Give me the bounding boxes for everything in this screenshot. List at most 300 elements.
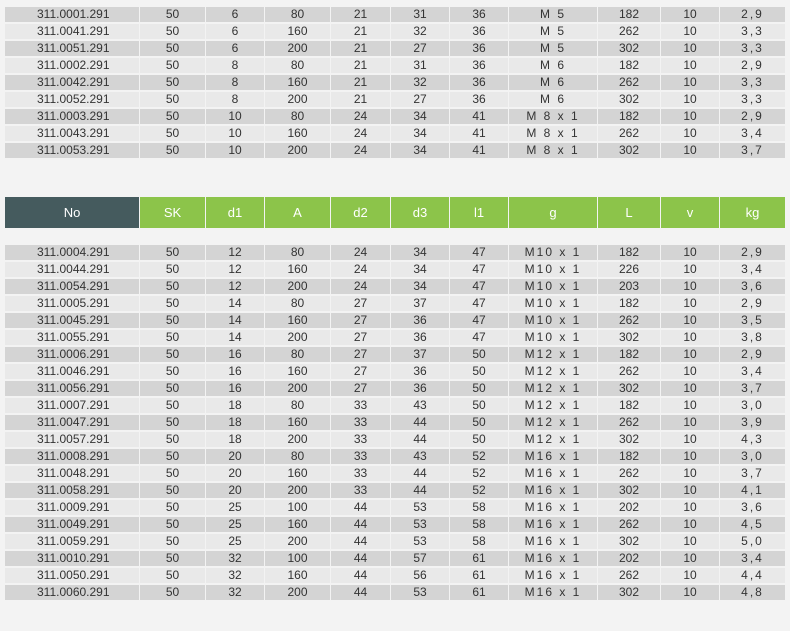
table-cell: 10 xyxy=(661,483,719,498)
table-cell: 50 xyxy=(140,313,205,328)
top-data-table xyxy=(0,7,790,160)
table-cell: 3,4 xyxy=(720,126,785,141)
table-cell: 41 xyxy=(450,109,508,124)
table-cell: 10 xyxy=(661,415,719,430)
table-cell: 33 xyxy=(331,398,390,413)
table-cell: 311.0004.291 xyxy=(5,245,139,260)
table-cell: 200 xyxy=(265,143,330,158)
table-row xyxy=(0,466,790,481)
table-cell: 8 xyxy=(206,75,264,90)
table-cell: 61 xyxy=(450,568,508,583)
table-cell: 160 xyxy=(265,262,330,277)
table-row xyxy=(0,7,790,22)
table-cell: 58 xyxy=(450,500,508,515)
table-cell: 50 xyxy=(450,415,508,430)
table-cell: 27 xyxy=(391,41,449,56)
table-cell: 311.0010.291 xyxy=(5,551,139,566)
table-row xyxy=(0,398,790,413)
table-cell: 160 xyxy=(265,126,330,141)
table-cell: 6 xyxy=(206,41,264,56)
table-cell: 311.0006.291 xyxy=(5,347,139,362)
table-cell: 5,0 xyxy=(720,534,785,549)
table-cell: 3,7 xyxy=(720,381,785,396)
table-cell: 47 xyxy=(450,262,508,277)
table-cell: 32 xyxy=(391,75,449,90)
table-cell: 202 xyxy=(598,500,660,515)
table-row xyxy=(0,347,790,362)
table-cell: 4,5 xyxy=(720,517,785,532)
table-cell: 182 xyxy=(598,296,660,311)
table-cell: 52 xyxy=(450,449,508,464)
table-row xyxy=(0,24,790,39)
table-cell: 27 xyxy=(331,347,390,362)
table-cell: M12 x 1 xyxy=(509,347,597,362)
table-cell: 302 xyxy=(598,92,660,107)
table-cell: 160 xyxy=(265,415,330,430)
table-cell: M 5 xyxy=(509,24,597,39)
table-cell: 160 xyxy=(265,75,330,90)
table-cell: 41 xyxy=(450,143,508,158)
table-cell: 21 xyxy=(331,24,390,39)
table-cell: 10 xyxy=(661,500,719,515)
table-cell: M 6 xyxy=(509,75,597,90)
table-cell: M10 x 1 xyxy=(509,245,597,260)
table-cell: 21 xyxy=(331,41,390,56)
table-cell: 24 xyxy=(331,126,390,141)
table-cell: 44 xyxy=(391,483,449,498)
table-cell: 311.0001.291 xyxy=(5,7,139,22)
table-cell: 50 xyxy=(140,279,205,294)
table-cell: M16 x 1 xyxy=(509,568,597,583)
table-cell: M16 x 1 xyxy=(509,534,597,549)
table-cell: 44 xyxy=(391,466,449,481)
table-cell: 311.0008.291 xyxy=(5,449,139,464)
table-cell: 311.0049.291 xyxy=(5,517,139,532)
table-cell: M12 x 1 xyxy=(509,381,597,396)
table-cell: 3,8 xyxy=(720,330,785,345)
table-header xyxy=(0,197,790,228)
table-cell: 10 xyxy=(661,41,719,56)
table-cell: 50 xyxy=(450,364,508,379)
table-cell: 27 xyxy=(331,330,390,345)
table-cell: M 8 x 1 xyxy=(509,126,597,141)
table-cell: 311.0059.291 xyxy=(5,534,139,549)
table-cell: 14 xyxy=(206,330,264,345)
table-cell: 44 xyxy=(331,517,390,532)
table-cell: 10 xyxy=(661,551,719,566)
table-cell: M10 x 1 xyxy=(509,262,597,277)
table-cell: 50 xyxy=(140,449,205,464)
table-cell: M 6 xyxy=(509,58,597,73)
table-cell: 33 xyxy=(331,483,390,498)
table-cell: 21 xyxy=(331,75,390,90)
table-cell: 182 xyxy=(598,449,660,464)
table-cell: 3,0 xyxy=(720,449,785,464)
table-cell: 302 xyxy=(598,585,660,600)
table-cell: 50 xyxy=(140,585,205,600)
table-cell: 311.0002.291 xyxy=(5,58,139,73)
header-d2: d2 xyxy=(331,197,390,228)
table-cell: 53 xyxy=(391,585,449,600)
table-row xyxy=(0,483,790,498)
table-cell: 10 xyxy=(661,262,719,277)
table-cell: 36 xyxy=(450,92,508,107)
table-cell: 311.0003.291 xyxy=(5,109,139,124)
table-cell: 6 xyxy=(206,7,264,22)
table-cell: 12 xyxy=(206,279,264,294)
table-cell: 50 xyxy=(140,568,205,583)
table-cell: 311.0056.291 xyxy=(5,381,139,396)
table-cell: 200 xyxy=(265,483,330,498)
table-row xyxy=(0,500,790,515)
header-l1: l1 xyxy=(450,197,508,228)
table-cell: 262 xyxy=(598,466,660,481)
table-cell: 10 xyxy=(661,24,719,39)
table-cell: 34 xyxy=(391,143,449,158)
table-cell: 3,4 xyxy=(720,551,785,566)
table-cell: 36 xyxy=(450,7,508,22)
table-cell: 100 xyxy=(265,551,330,566)
table-cell: 311.0055.291 xyxy=(5,330,139,345)
table-cell: 10 xyxy=(661,585,719,600)
table-cell: 27 xyxy=(331,296,390,311)
table-row xyxy=(0,296,790,311)
table-cell: 262 xyxy=(598,568,660,583)
table-cell: 10 xyxy=(661,364,719,379)
table-cell: 80 xyxy=(265,245,330,260)
table-cell: 58 xyxy=(450,534,508,549)
table-cell: 311.0045.291 xyxy=(5,313,139,328)
table-cell: 202 xyxy=(598,551,660,566)
table-row xyxy=(0,432,790,447)
table-cell: 200 xyxy=(265,92,330,107)
table-cell: 160 xyxy=(265,517,330,532)
table-cell: 50 xyxy=(450,398,508,413)
table-cell: 50 xyxy=(140,381,205,396)
table-cell: 44 xyxy=(331,568,390,583)
table-row xyxy=(0,313,790,328)
table-cell: 31 xyxy=(391,58,449,73)
table-cell: 50 xyxy=(450,432,508,447)
table-cell: M12 x 1 xyxy=(509,364,597,379)
table-cell: 50 xyxy=(140,483,205,498)
table-cell: 21 xyxy=(331,58,390,73)
table-cell: 20 xyxy=(206,449,264,464)
table-cell: 44 xyxy=(391,432,449,447)
table-cell: 311.0044.291 xyxy=(5,262,139,277)
table-cell: 80 xyxy=(265,398,330,413)
table-cell: 33 xyxy=(331,415,390,430)
table-cell: 10 xyxy=(661,7,719,22)
table-row xyxy=(0,517,790,532)
table-cell: 6 xyxy=(206,24,264,39)
table-cell: 12 xyxy=(206,262,264,277)
table-cell: 262 xyxy=(598,24,660,39)
header-sk: SK xyxy=(140,197,205,228)
table-cell: 50 xyxy=(450,381,508,396)
table-cell: 311.0047.291 xyxy=(5,415,139,430)
table-cell: M10 x 1 xyxy=(509,296,597,311)
table-cell: 14 xyxy=(206,313,264,328)
table-cell: 302 xyxy=(598,534,660,549)
table-cell: 21 xyxy=(331,92,390,107)
table-row xyxy=(0,41,790,56)
bottom-data-table xyxy=(0,245,790,602)
table-cell: 50 xyxy=(140,109,205,124)
table-cell: M 6 xyxy=(509,92,597,107)
table-cell: 182 xyxy=(598,7,660,22)
table-cell: 311.0048.291 xyxy=(5,466,139,481)
table-cell: 56 xyxy=(391,568,449,583)
table-cell: 10 xyxy=(661,398,719,413)
table-cell: M16 x 1 xyxy=(509,551,597,566)
table-cell: 3,7 xyxy=(720,466,785,481)
table-cell: M10 x 1 xyxy=(509,313,597,328)
table-cell: 32 xyxy=(206,551,264,566)
table-cell: 50 xyxy=(140,126,205,141)
table-cell: M 5 xyxy=(509,7,597,22)
table-cell: 2,9 xyxy=(720,296,785,311)
table-cell: 182 xyxy=(598,109,660,124)
table-cell: 25 xyxy=(206,534,264,549)
table-cell: 311.0060.291 xyxy=(5,585,139,600)
table-cell: 50 xyxy=(140,551,205,566)
table-cell: M 8 x 1 xyxy=(509,143,597,158)
table-cell: 160 xyxy=(265,313,330,328)
table-cell: 50 xyxy=(140,398,205,413)
table-cell: 32 xyxy=(206,585,264,600)
table-cell: 3,6 xyxy=(720,279,785,294)
table-cell: 47 xyxy=(450,245,508,260)
table-cell: 200 xyxy=(265,432,330,447)
table-cell: 24 xyxy=(331,245,390,260)
table-cell: 302 xyxy=(598,143,660,158)
table-cell: 10 xyxy=(661,313,719,328)
table-cell: 25 xyxy=(206,517,264,532)
table-cell: 10 xyxy=(661,109,719,124)
table-cell: 302 xyxy=(598,41,660,56)
table-cell: 3,0 xyxy=(720,398,785,413)
table-cell: 24 xyxy=(331,109,390,124)
table-cell: 311.0058.291 xyxy=(5,483,139,498)
table-cell: 182 xyxy=(598,245,660,260)
table-cell: M10 x 1 xyxy=(509,330,597,345)
table-cell: 47 xyxy=(450,313,508,328)
table-row xyxy=(0,568,790,583)
header-l: L xyxy=(598,197,660,228)
header-v: v xyxy=(661,197,719,228)
table-cell: 3,3 xyxy=(720,24,785,39)
table-cell: 44 xyxy=(331,500,390,515)
table-cell: 311.0050.291 xyxy=(5,568,139,583)
table-cell: 302 xyxy=(598,483,660,498)
table-cell: 43 xyxy=(391,449,449,464)
table-cell: 311.0043.291 xyxy=(5,126,139,141)
table-cell: 80 xyxy=(265,449,330,464)
table-cell: 34 xyxy=(391,279,449,294)
table-cell: 24 xyxy=(331,143,390,158)
table-cell: 53 xyxy=(391,500,449,515)
table-cell: 52 xyxy=(450,466,508,481)
table-cell: M10 x 1 xyxy=(509,279,597,294)
table-cell: 50 xyxy=(140,24,205,39)
table-cell: 200 xyxy=(265,381,330,396)
table-row xyxy=(0,449,790,464)
table-cell: 80 xyxy=(265,296,330,311)
table-cell: 311.0041.291 xyxy=(5,24,139,39)
table-cell: 10 xyxy=(661,279,719,294)
table-cell: 4,3 xyxy=(720,432,785,447)
table-cell: 10 xyxy=(661,347,719,362)
table-cell: 50 xyxy=(140,262,205,277)
table-cell: 160 xyxy=(265,24,330,39)
table-cell: 10 xyxy=(661,296,719,311)
table-cell: 10 xyxy=(661,126,719,141)
table-cell: 311.0052.291 xyxy=(5,92,139,107)
table-cell: 16 xyxy=(206,347,264,362)
table-cell: M16 x 1 xyxy=(509,449,597,464)
table-cell: 44 xyxy=(331,585,390,600)
table-cell: 50 xyxy=(140,330,205,345)
table-row xyxy=(0,109,790,124)
table-cell: 36 xyxy=(450,41,508,56)
table-row xyxy=(0,58,790,73)
table-cell: 3,5 xyxy=(720,313,785,328)
table-cell: 200 xyxy=(265,279,330,294)
table-cell: 10 xyxy=(206,143,264,158)
table-cell: 53 xyxy=(391,517,449,532)
table-cell: 80 xyxy=(265,58,330,73)
table-cell: 10 xyxy=(206,126,264,141)
table-cell: 50 xyxy=(140,466,205,481)
table-row xyxy=(0,415,790,430)
table-cell: 311.0053.291 xyxy=(5,143,139,158)
header-no: No xyxy=(5,197,139,228)
table-cell: 10 xyxy=(661,92,719,107)
table-row xyxy=(0,585,790,600)
table-cell: 43 xyxy=(391,398,449,413)
table-cell: 10 xyxy=(661,143,719,158)
table-cell: 37 xyxy=(391,296,449,311)
table-cell: M16 x 1 xyxy=(509,483,597,498)
table-cell: 25 xyxy=(206,500,264,515)
table-cell: 50 xyxy=(140,245,205,260)
table-cell: 2,9 xyxy=(720,58,785,73)
table-cell: 36 xyxy=(450,58,508,73)
table-row xyxy=(0,126,790,141)
table-cell: M12 x 1 xyxy=(509,415,597,430)
table-cell: 33 xyxy=(331,432,390,447)
table-row xyxy=(0,143,790,158)
table-cell: 2,9 xyxy=(720,245,785,260)
table-cell: 4,8 xyxy=(720,585,785,600)
table-cell: 50 xyxy=(140,143,205,158)
table-cell: 262 xyxy=(598,126,660,141)
table-cell: 200 xyxy=(265,330,330,345)
table-cell: 10 xyxy=(661,568,719,583)
table-cell: 10 xyxy=(661,381,719,396)
table-cell: 32 xyxy=(391,24,449,39)
table-cell: 262 xyxy=(598,75,660,90)
table-cell: 302 xyxy=(598,330,660,345)
table-cell: 50 xyxy=(140,296,205,311)
table-cell: 36 xyxy=(450,75,508,90)
table-cell: 47 xyxy=(450,279,508,294)
table-cell: 10 xyxy=(206,109,264,124)
table-cell: 50 xyxy=(140,415,205,430)
table-cell: 50 xyxy=(140,364,205,379)
table-cell: 21 xyxy=(331,7,390,22)
table-cell: 44 xyxy=(331,551,390,566)
table-cell: 24 xyxy=(331,279,390,294)
table-row xyxy=(0,262,790,277)
table-cell: 302 xyxy=(598,381,660,396)
table-row xyxy=(0,330,790,345)
table-cell: 10 xyxy=(661,517,719,532)
table-cell: 10 xyxy=(661,466,719,481)
header-d3: d3 xyxy=(391,197,449,228)
table-cell: 16 xyxy=(206,381,264,396)
table-cell: 311.0009.291 xyxy=(5,500,139,515)
table-cell: 32 xyxy=(206,568,264,583)
table-cell: 311.0007.291 xyxy=(5,398,139,413)
table-cell: 47 xyxy=(450,296,508,311)
table-cell: 50 xyxy=(140,75,205,90)
table-row xyxy=(0,381,790,396)
table-cell: 3,4 xyxy=(720,364,785,379)
table-cell: 53 xyxy=(391,534,449,549)
table-cell: 2,9 xyxy=(720,7,785,22)
table-cell: 3,3 xyxy=(720,92,785,107)
table-cell: 50 xyxy=(450,347,508,362)
table-cell: 182 xyxy=(598,58,660,73)
table-cell: 3,9 xyxy=(720,415,785,430)
table-cell: 10 xyxy=(661,330,719,345)
table-cell: 262 xyxy=(598,517,660,532)
table-cell: 160 xyxy=(265,568,330,583)
table-cell: 31 xyxy=(391,7,449,22)
table-cell: 311.0057.291 xyxy=(5,432,139,447)
table-cell: 33 xyxy=(331,449,390,464)
table-cell: 50 xyxy=(140,500,205,515)
table-row xyxy=(0,364,790,379)
table-cell: 36 xyxy=(391,330,449,345)
table-cell: 14 xyxy=(206,296,264,311)
table-cell: 262 xyxy=(598,313,660,328)
table-cell: 16 xyxy=(206,364,264,379)
table-cell: 36 xyxy=(450,24,508,39)
table-cell: 20 xyxy=(206,483,264,498)
table-cell: 200 xyxy=(265,585,330,600)
table-cell: 50 xyxy=(140,41,205,56)
table-cell: 10 xyxy=(661,75,719,90)
table-cell: 27 xyxy=(331,364,390,379)
table-cell: 36 xyxy=(391,381,449,396)
table-cell: 50 xyxy=(140,58,205,73)
table-cell: 100 xyxy=(265,500,330,515)
table-cell: 50 xyxy=(140,517,205,532)
table-cell: 4,4 xyxy=(720,568,785,583)
table-row xyxy=(0,534,790,549)
table-cell: 50 xyxy=(140,92,205,107)
table-cell: 200 xyxy=(265,41,330,56)
table-cell: 200 xyxy=(265,534,330,549)
table-cell: 311.0042.291 xyxy=(5,75,139,90)
table-cell: 50 xyxy=(140,432,205,447)
table-cell: 4,1 xyxy=(720,483,785,498)
table-cell: 311.0051.291 xyxy=(5,41,139,56)
table-cell: 311.0005.291 xyxy=(5,296,139,311)
